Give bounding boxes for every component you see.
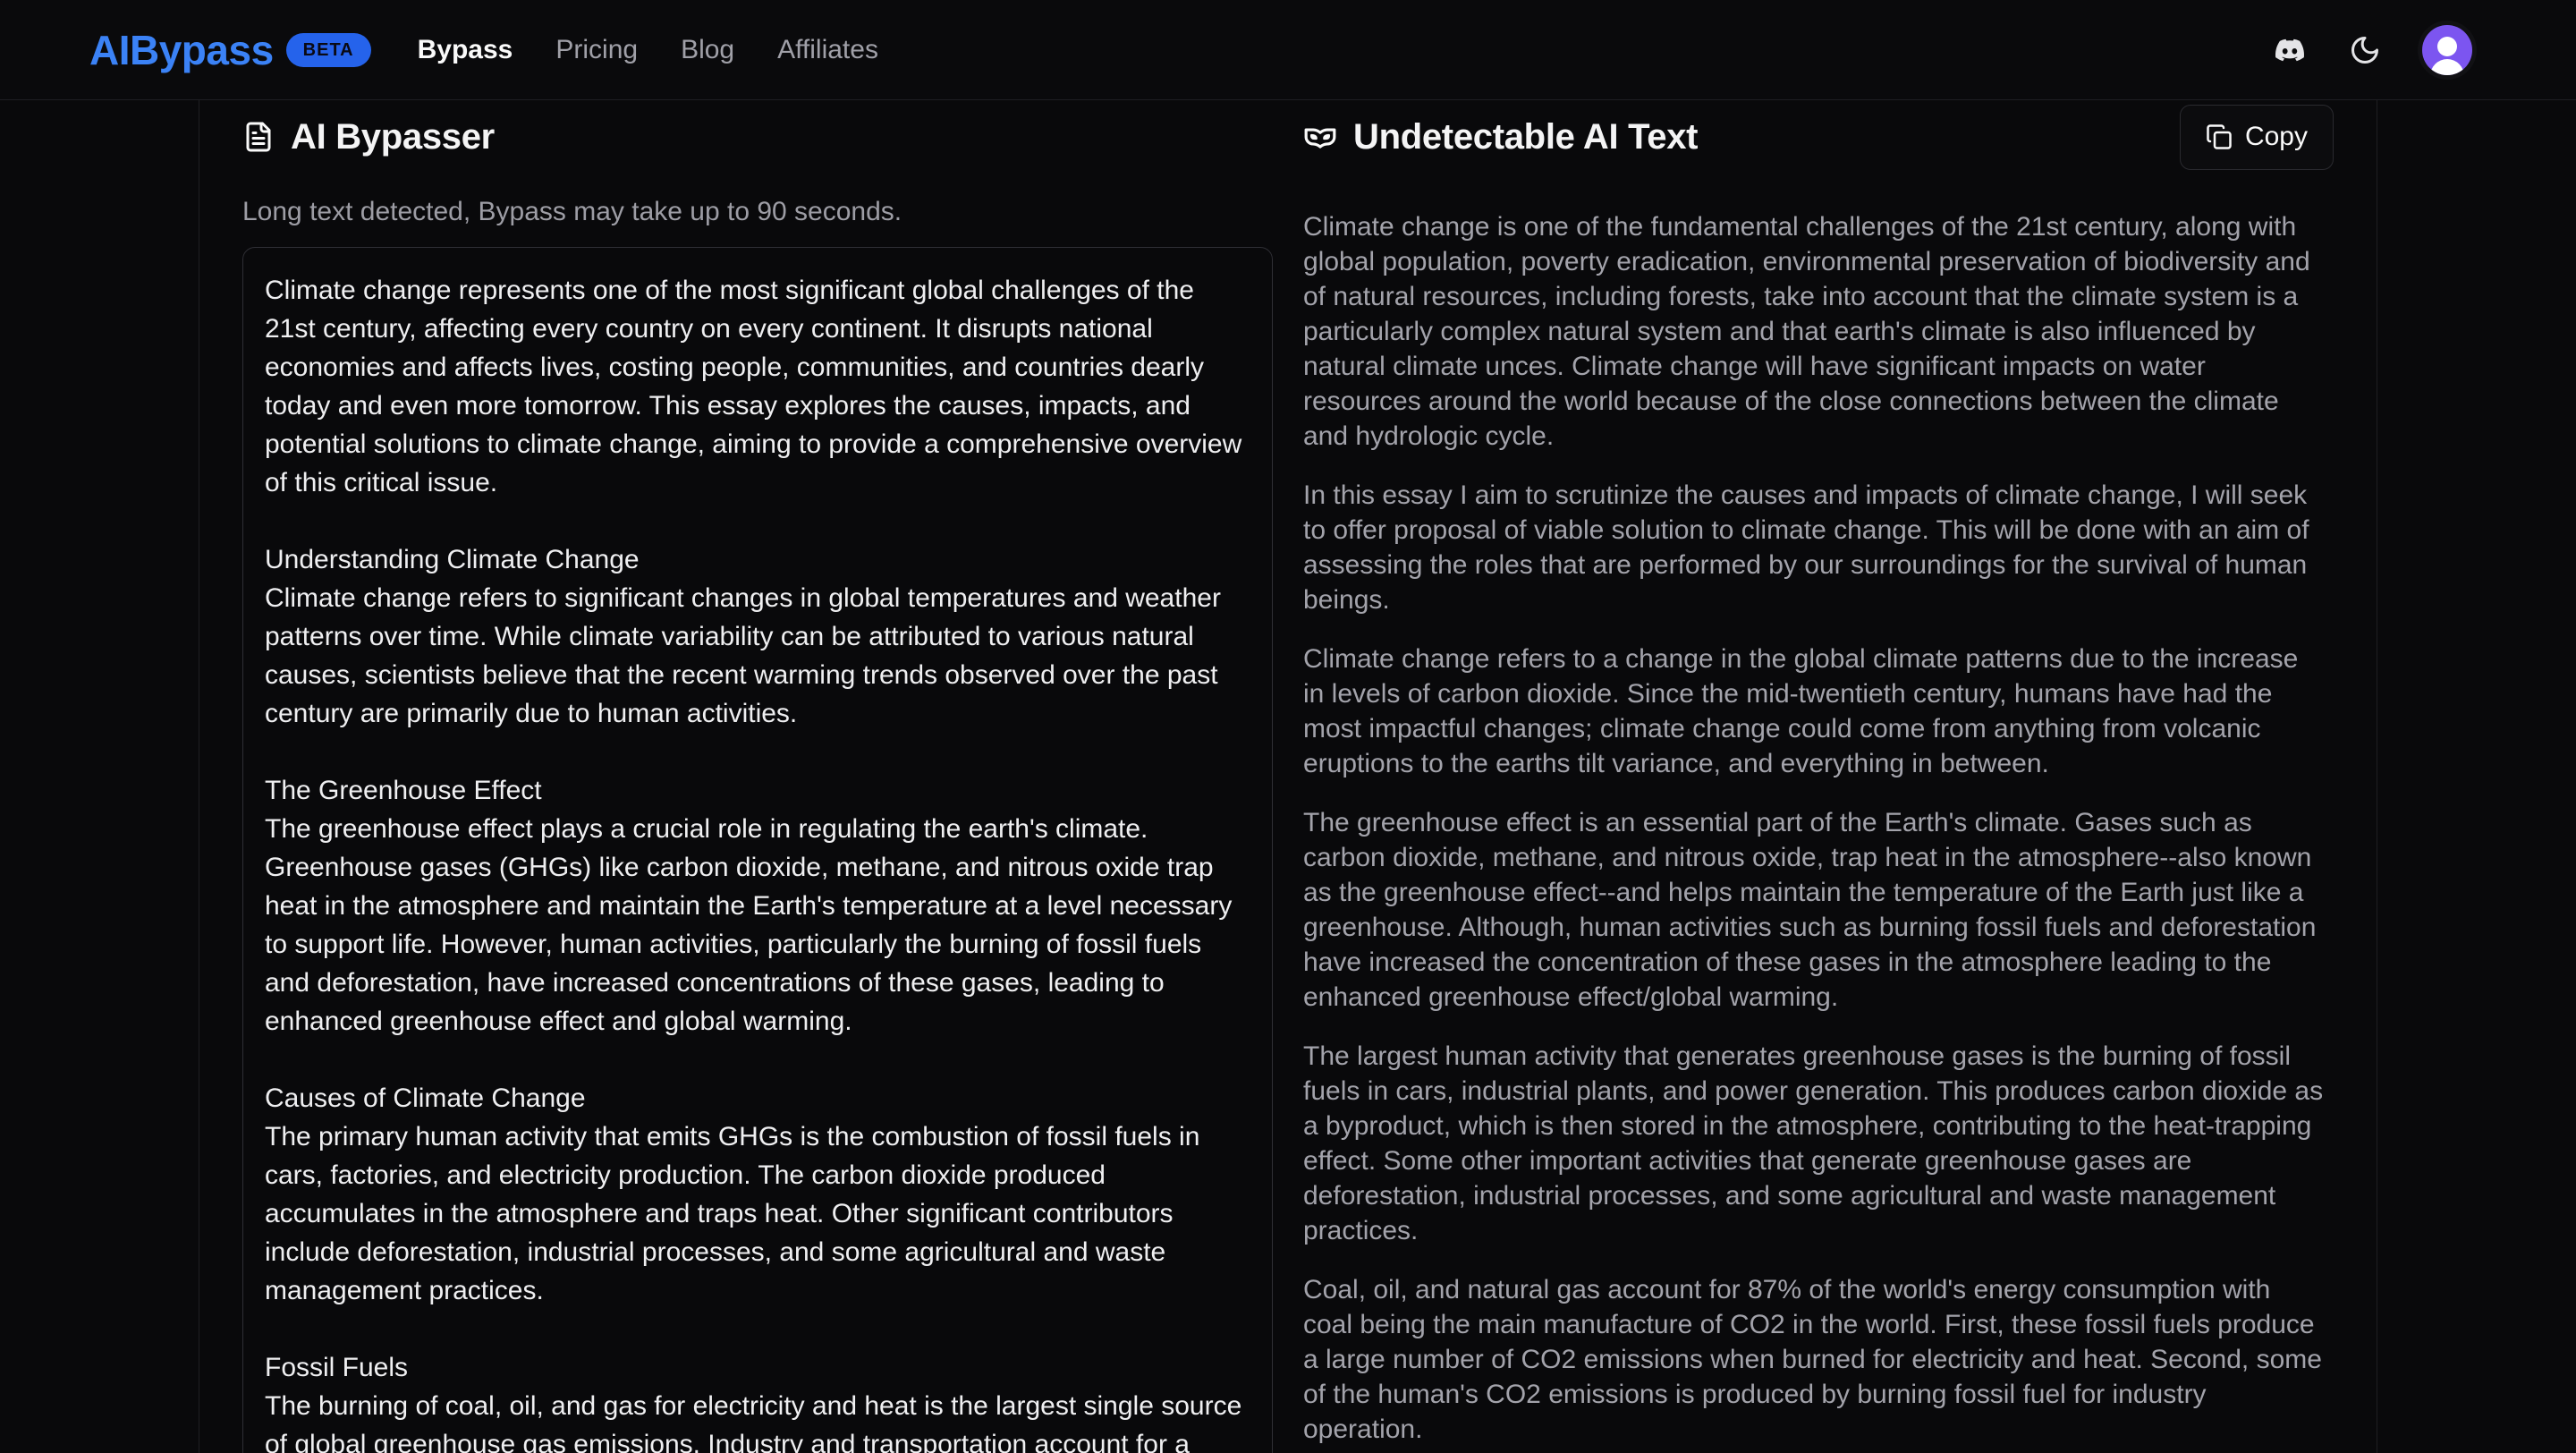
avatar-head-shape [2437,37,2457,56]
nav-link-affiliates[interactable]: Affiliates [777,34,878,64]
output-paragraph: Coal, oil, and natural gas account for 87% of the world's energy consumption with coal being the main manufacture of CO2 in the world. First, these fossil fuels produce a large number of CO2 emissions when burned for electricity and heat. Second, some of the human's CO2 emissions is produced by burning fossil fuel for industry operation. [1303,1275,2322,1444]
content-area [199,100,2377,1453]
beta-badge: BETA [286,33,371,67]
copy-button-label: Copy [2244,122,2308,151]
nav-link-blog[interactable]: Blog [681,34,735,64]
output-panel-header [1303,104,2334,170]
mask-icon [1303,120,1337,154]
output-panel-title: Undetectable AI Text [1353,116,1699,157]
output-panel [1303,104,2334,1453]
output-paragraph: Climate change refers to a change in the global climate patterns due to the increase in levels of carbon dioxide. Since the mid-twentieth century, humans have had the most impactful changes; climate change could come from anything from volcanic eruptions to the earths tilt variance, and everything in between. [1303,644,2299,778]
copy-icon [2206,123,2233,150]
long-text-notice: Long text detected, Bypass may take up to 90 seconds. [242,197,902,226]
file-text-icon [242,121,275,153]
input-panel [242,104,1273,1453]
avatar-body-shape [2430,59,2464,75]
output-paragraph: The largest human activity that generates greenhouse gases is the burning of fossil fuels in cars, industrial plants, and power generation. This produces carbon dioxide as a byproduct, which is then stored in the atmosphere, contributing to the heat-trapping effect. Some other important activities that generate greenhouse gases are deforestation, industrial processes, and some agricultural and waste management practices. [1303,1041,2324,1245]
input-panel-title: AI Bypasser [291,116,495,157]
output-text [1303,209,2334,1453]
discord-icon[interactable] [2272,36,2308,64]
copy-button[interactable] [2180,105,2334,170]
nav-link-pricing[interactable]: Pricing [555,34,639,64]
user-avatar[interactable] [2422,25,2472,75]
moon-icon[interactable] [2349,34,2381,66]
output-paragraph: Climate change is one of the fundamental challenges of the 21st century, along with global population, poverty eradication, environmental preservation of biodiversity and of natural resources, including forests, take into account that the climate system is a particularly complex natural system and that earth's climate is also influenced by natural climate unces. Climate change will have significant impacts on water resources around the world because of the close connections between the climate and hydrologic cycle. [1303,212,2310,451]
navbar-right-actions [2272,25,2472,75]
output-paragraph: In this essay I aim to scrutinize the causes and impacts of climate change, I will seek to offer proposal of viable solution to climate change. This will be done with an aim of assessing the roles that are performed by our surroundings for the survival of human beings. [1303,480,2309,615]
top-navbar [0,0,2576,100]
output-paragraph: The greenhouse effect is an essential part of the Earth's climate. Gases such as carbon dioxide, methane, and nitrous oxide, trap heat in the atmosphere--also known as the greenhouse effect--and helps maintain the temperature of the Earth just like a greenhouse. Although, human activities such as burning fossil fuels and deforestation have increased the concentration of these gases in the atmosphere leading to the enhanced greenhouse effect/global warming. [1303,808,2317,1012]
input-panel-header [242,104,1273,170]
app-logo[interactable]: AIBypass [89,26,274,73]
main-nav [418,35,878,65]
nav-link-bypass[interactable]: Bypass [417,34,513,64]
input-textarea[interactable] [242,247,1273,1453]
